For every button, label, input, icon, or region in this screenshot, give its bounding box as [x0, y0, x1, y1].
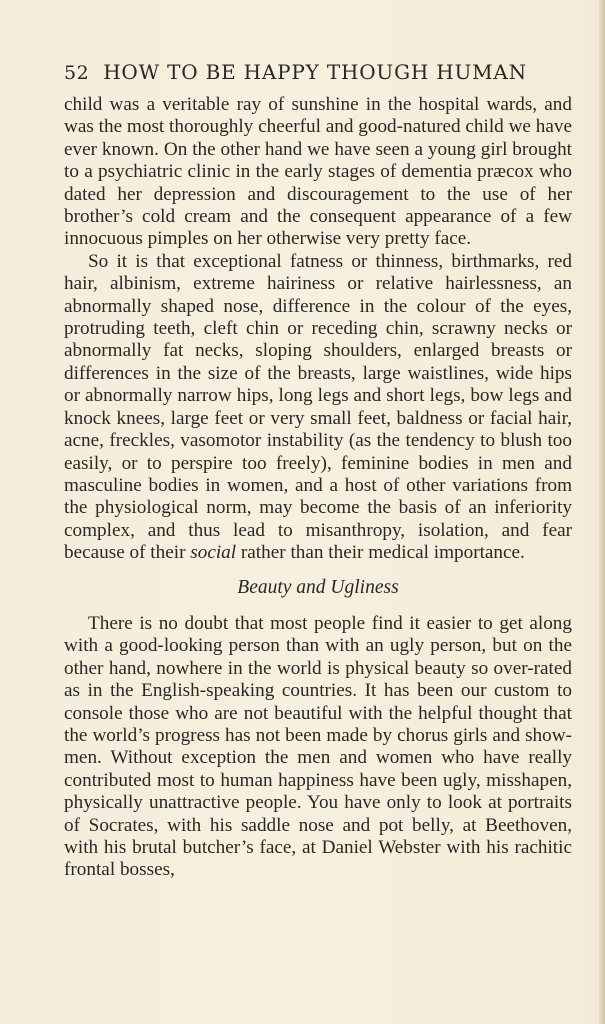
body-text	[64, 94, 572, 882]
page-header	[64, 60, 574, 90]
section-subheading: Beauty and Ugliness	[237, 576, 399, 598]
paragraph-2	[64, 251, 572, 565]
paragraph-3: There is no doubt that most people find it easier to get along with a good-looking person than with an ugly person, but on the other hand, nowhere in the world is physical beauty so over-rated as in the English-speaking countries. It has been our custom to console those who are not beautiful with the helpful thought that the world’s progress has not been made by chorus girls and show-men. Without exception the men and women who have really contributed most to human happiness have been ugly, misshapen, physically unattractive people. You have only to look at portraits of Socrates, with his saddle nose and pot belly, at Beethoven, with his brutal butcher’s face, at Daniel Webster with his rachitic frontal bosses,	[64, 612, 572, 881]
page-number: 52	[64, 62, 90, 84]
paragraph-2-main: So it is that exceptional fatness or thinness, birthmarks, red hair, albinism, extreme hairiness or relative hairlessness, an abnormally shaped nose, difference in the colour of the eyes, protruding teeth, cleft chin or receding chin, scrawny necks or abnormally fat necks, sloping shoulders, enlarged breasts or differences in the size of the breasts, large waistlines, wide hips or abnormally narrow hips, long legs and short legs, bow legs and knock knees, large feet or very small feet, baldness or facial hair, acne, freckles, vasomotor instability (as the tendency to blush too easily, or to perspire too freely), feminine bodies in men and masculine bodies in women, and a host of other variations from the physiological norm, may become the basis of an inferiority complex, and thus lead to misanthropy, isolation, and fear because of their	[64, 250, 572, 564]
running-head: HOW TO BE HAPPY THOUGH HUMAN	[103, 60, 527, 84]
emphasis-social: social	[190, 542, 237, 564]
paragraph-1: child was a veritable ray of sunshine in the hospital wards, and was the most thoroughly cheerful and good-natured child we have ever known. On the other hand we have seen a young girl brought to a psychiatric clinic in the early stages of dementia præcox who dated her depression and discouragement to the use of her brother’s cold cream and the consequent appearance of a few innocuous pimples on her otherwise very pretty face.	[64, 94, 572, 250]
page-edge-shadow	[599, 0, 605, 1024]
paragraph-2-end: rather than their medical importance.	[240, 542, 525, 564]
